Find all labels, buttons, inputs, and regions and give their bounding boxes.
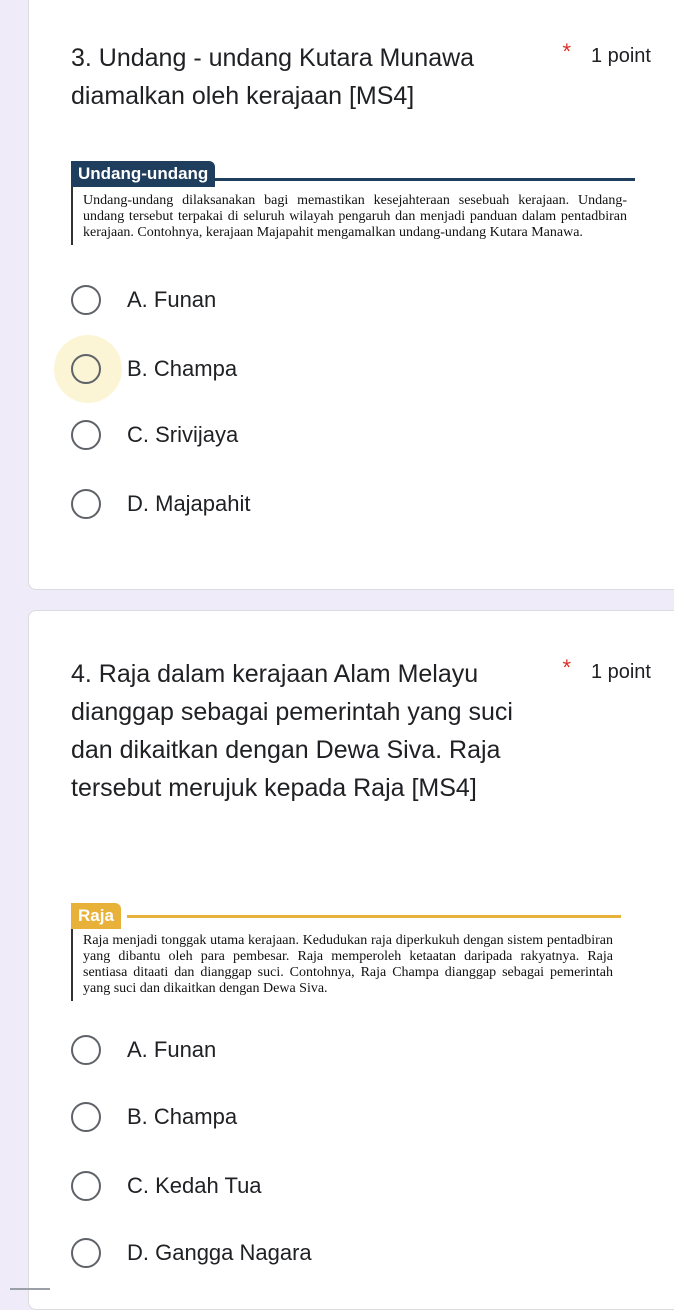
option-label: A. Funan [127,287,217,312]
required-asterisk: * [562,655,571,680]
option-c[interactable] [71,415,238,455]
radio-button[interactable] [71,1238,101,1268]
image-rule [127,915,621,918]
radio-button[interactable] [71,354,101,384]
question-image [71,903,621,1001]
radio-button[interactable] [71,285,101,315]
radio-button[interactable] [71,489,101,519]
radio-button[interactable] [71,1171,101,1201]
option-c[interactable] [71,1166,262,1206]
radio-button[interactable] [71,420,101,450]
question-title: 4. Raja dalam kerajaan Alam Melayu dianggap sebagai pemerintah yang suci dan dikaitkan dengan Dewa Siva. Raja tersebut merujuk kepada Raja [MS4] [71,660,513,802]
required-asterisk: * [562,39,571,64]
option-label: B. Champa [127,1104,238,1129]
question-card-3 [28,0,674,590]
question-header [71,39,651,115]
option-label: C. Kedah Tua [127,1173,262,1198]
points-label: 1 point [590,45,651,67]
radio-button[interactable] [71,1102,101,1132]
option-d[interactable] [71,484,251,524]
image-tag: Raja [71,903,121,929]
option-b[interactable] [71,349,237,389]
option-label: A. Funan [127,1037,217,1062]
option-b[interactable] [71,1097,237,1137]
image-text: Undang-undang dilaksanakan bagi memastikan kesejahteraan sesebuah kerajaan. Undang-undang tersebut terpakai di seluruh wilayah pengaruh dan menjadi panduan dalam pentadbiran kerajaan. Contohnya, kerajaan Majapahit mengamalkan undang-undang Kutara Manawa. [71,187,635,245]
radio-button[interactable] [71,1035,101,1065]
question-image [71,161,635,245]
image-text: Raja menjadi tonggak utama kerajaan. Kedudukan raja diperkukuh dengan sistem pentadbiran yang dibantu oleh para pembesar. Raja memperoleh ketaatan daripada rakyatnya. Raja sentiasa ditaati dan dianggap suci. Contohnya, Raja Champa dianggap sebagai pemerintah yang suci dan dikaitkan dengan Dewa Siva. [71,929,621,1001]
question-title: 3. Undang - undang Kutara Munawa diamalkan oleh kerajaan [MS4] [71,44,475,110]
question-header [71,655,651,807]
option-a[interactable] [71,1030,216,1070]
option-label: D. Gangga Nagara [127,1240,312,1265]
points-label: 1 point [590,661,651,683]
option-label: D. Majapahit [127,491,251,516]
option-label: B. Champa [127,356,238,381]
image-rule [211,178,635,181]
option-label: C. Srivijaya [127,422,239,447]
option-a[interactable] [71,280,216,320]
option-d[interactable] [71,1233,312,1273]
image-tag: Undang-undang [71,161,215,187]
question-card-4 [28,610,674,1310]
